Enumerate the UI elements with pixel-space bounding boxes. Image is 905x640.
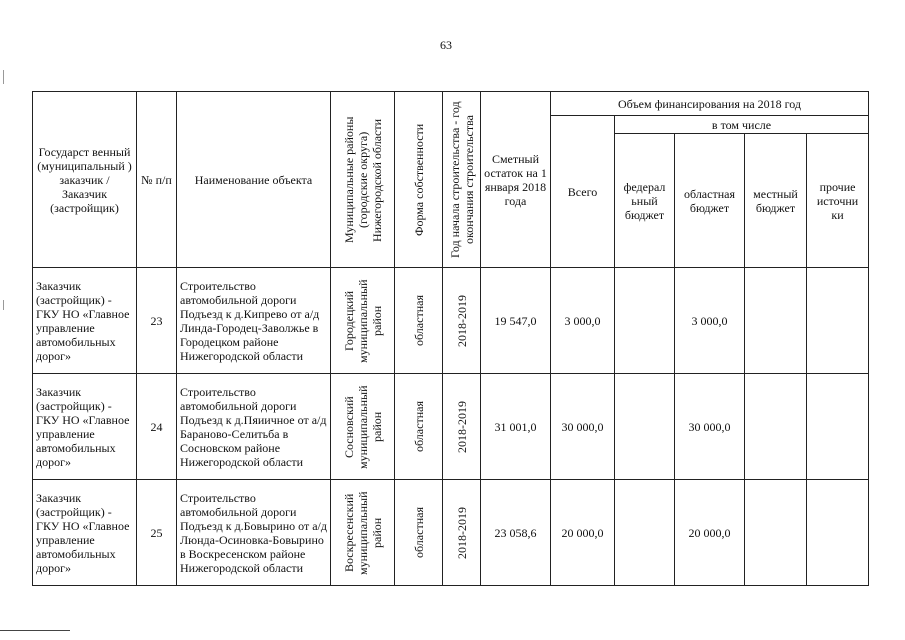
table-row xyxy=(33,268,869,374)
cell-years-wrap xyxy=(443,480,481,586)
header-federal: федерал ьный бюджет xyxy=(615,134,675,268)
cell-regional: 20 000,0 xyxy=(675,480,745,586)
cell-number: 23 xyxy=(137,268,177,374)
cell-ownership-wrap xyxy=(395,374,443,480)
cell-district-wrap xyxy=(331,374,395,480)
cell-total: 3 000,0 xyxy=(551,268,615,374)
cell-years: 2018-2019 xyxy=(454,506,469,559)
header-number: № п/п xyxy=(137,92,177,268)
cell-ownership: областная xyxy=(411,507,426,558)
cell-local xyxy=(745,268,807,374)
cell-ownership: областная xyxy=(411,295,426,346)
cell-object-name: Строительство автомобильной дороги Подъезд к д.Бовырино от а/д Люнда-Осиновка-Бовырино в Воскресенском районе Нижегородской области xyxy=(177,480,331,586)
cell-federal xyxy=(615,374,675,480)
header-districts-cell xyxy=(331,92,395,268)
cell-object-name: Строительство автомобильной дороги Подъезд к д.Кипрево от а/д Линда-Городец-Заволжье в Городецком районе Нижегородской области xyxy=(177,268,331,374)
header-row-1 xyxy=(33,92,869,116)
cell-estimate: 31 001,0 xyxy=(481,374,551,480)
cell-estimate: 19 547,0 xyxy=(481,268,551,374)
header-regional: областная бюджет xyxy=(675,134,745,268)
cell-ownership-wrap xyxy=(395,268,443,374)
cell-other xyxy=(807,480,869,586)
scan-edge-mark xyxy=(3,300,4,310)
cell-years-wrap xyxy=(443,268,481,374)
cell-federal xyxy=(615,268,675,374)
cell-district-wrap xyxy=(331,480,395,586)
cell-district: Сосновский муниципальный район xyxy=(341,384,384,469)
cell-district: Городецкий муниципальный район xyxy=(341,278,384,363)
header-years: Год начала строительства - год окончания строительства xyxy=(447,101,476,258)
header-funding-2018: Объем финансирования на 2018 год xyxy=(551,92,869,116)
cell-number: 24 xyxy=(137,374,177,480)
cell-years: 2018-2019 xyxy=(454,294,469,347)
cell-ownership: областная xyxy=(411,401,426,452)
cell-number: 25 xyxy=(137,480,177,586)
header-total: Всего xyxy=(551,116,615,268)
cell-other xyxy=(807,374,869,480)
header-ownership: Форма собственности xyxy=(411,123,426,236)
cell-object-name: Строительство автомобильной дороги Подъезд к д.Пяиичное от а/д Бараново-Селитьба в Сосновском районе Нижегородской области xyxy=(177,374,331,480)
table-row xyxy=(33,374,869,480)
cell-total: 30 000,0 xyxy=(551,374,615,480)
cell-ownership-wrap xyxy=(395,480,443,586)
header-districts: Муниципальные районы (городские округа) Нижегородской области xyxy=(341,116,384,243)
cell-regional: 30 000,0 xyxy=(675,374,745,480)
cell-estimate: 23 058,6 xyxy=(481,480,551,586)
scan-edge-mark xyxy=(3,70,4,84)
cell-customer: Заказчик (застройщик) - ГКУ НО «Главное управление автомобильных дорог» xyxy=(33,374,137,480)
cell-total: 20 000,0 xyxy=(551,480,615,586)
cell-local xyxy=(745,374,807,480)
cell-years-wrap xyxy=(443,374,481,480)
header-estimate: Сметный остаток на 1 января 2018 года xyxy=(481,92,551,268)
header-including: в том числе xyxy=(615,116,869,134)
header-customer: Государст венный (муниципальный ) заказчик / Заказчик (застройщик) xyxy=(33,92,137,268)
scan-bottom-line xyxy=(0,630,70,631)
header-ownership-cell xyxy=(395,92,443,268)
cell-district: Воскресенский муниципальный район xyxy=(341,490,384,575)
page-number: 63 xyxy=(440,38,452,52)
cell-other xyxy=(807,268,869,374)
table-row xyxy=(33,480,869,586)
cell-federal xyxy=(615,480,675,586)
cell-district-wrap xyxy=(331,268,395,374)
financing-table xyxy=(32,91,869,586)
cell-customer: Заказчик (застройщик) - ГКУ НО «Главное управление автомобильных дорог» xyxy=(33,480,137,586)
header-years-cell xyxy=(443,92,481,268)
header-object-name: Наименование объекта xyxy=(177,92,331,268)
cell-local xyxy=(745,480,807,586)
header-local: местный бюджет xyxy=(745,134,807,268)
cell-customer: Заказчик (застройщик) - ГКУ НО «Главное управление автомобильных дорог» xyxy=(33,268,137,374)
header-other: прочие источни ки xyxy=(807,134,869,268)
cell-regional: 3 000,0 xyxy=(675,268,745,374)
cell-years: 2018-2019 xyxy=(454,400,469,453)
